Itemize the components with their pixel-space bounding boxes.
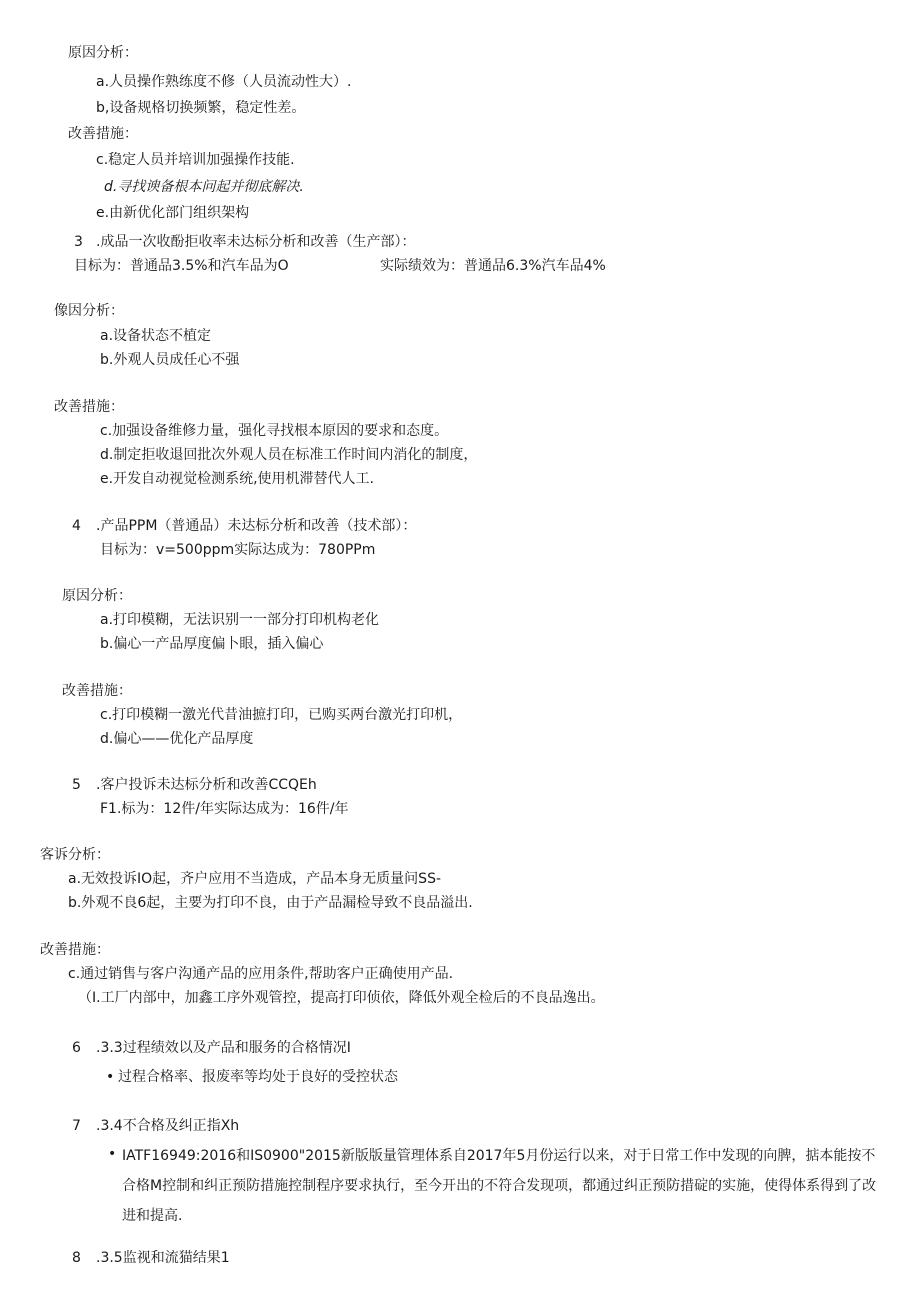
cause-item-a: a.打印模糊，无法识别一一部分打印机构老化 <box>100 612 380 628</box>
measures-heading: 改善措施： <box>40 942 110 958</box>
section-title: .3.3过程绩效以及产品和服务的合格情况I <box>96 1040 351 1056</box>
measure-item-d: d.制定拒收退回批次外观人员在标准工作时间内消化的制度， <box>100 447 478 463</box>
body-paragraph: IATF16949:2016和IS0900"2015新版版量管理体系自2017年5月份运行以来，对于日常工作中发现的向脾，掂本能按不合格M控制和纠正预防措施控制程序要求执行，至今开出的不符合发现项，都通过纠正预防措碇的实施，使得体系得到了改进和提高. <box>122 1148 877 1224</box>
target-line: F1.标为：12件/年实际达成为：16件/年 <box>100 801 349 817</box>
cause-item-a: a.设备状态不植定 <box>100 328 212 344</box>
cause-item-b: b,设备规格切换频繁，稳定性差。 <box>96 100 306 116</box>
measure-item-c: c.稳定人员并培训加强操作技能. <box>96 152 295 168</box>
measure-item-d: d.寻找谀备根本问起并彻底解决. <box>104 179 304 195</box>
cause-item-a: a.人员操作熟练度不修（人员流动性大）. <box>96 74 352 90</box>
cause-item-b: b.外观不良6起，主要为打印不良，由于产品漏检导致不良品溢出. <box>68 895 473 911</box>
measures-heading: 改善措施： <box>62 683 132 699</box>
measures-heading: 改善措施： <box>54 399 124 415</box>
target-line: 目标为：普通品3.5%和汽车品为O <box>74 258 289 274</box>
section-number: 4 <box>72 518 81 534</box>
section-title: .客户投诉未达标分析和改善CCQEh <box>96 777 317 793</box>
cause-heading: 原因分析： <box>68 45 138 61</box>
cause-item-b: b.外观人员成任心不强 <box>100 352 240 368</box>
measure-item-c: c.打印模糊一激光代昔油摭打印，已购买两台激光打印机， <box>100 707 463 723</box>
measure-item-c: c.加强设备维修力量，强化寻找根本原因的要求和态度。 <box>100 423 449 439</box>
measure-item-e: e.开发自动视觉检测系统,使用机滞替代人工. <box>100 471 374 487</box>
section-number: 7 <box>72 1118 81 1134</box>
cause-item-b: b.偏心一产品厚度偏卜眼，插入偏心 <box>100 636 324 652</box>
section-title: .3.5监视和流猫结果1 <box>96 1250 230 1266</box>
section-title: .成品一次收酚拒收率未达标分析和改善（生产部）： <box>96 234 416 250</box>
cause-heading: 原因分析： <box>62 588 132 604</box>
cause-heading: 客诉分析： <box>40 847 110 863</box>
measures-heading: 改善措施： <box>68 126 138 142</box>
cause-heading: 像因分析： <box>54 303 124 319</box>
measure-item-d: d.偏心——优化产品厚度 <box>100 731 254 747</box>
section-number: 3 <box>74 234 83 250</box>
target-line: 目标为：v=500ppm实际达成为：780PPm <box>100 542 376 558</box>
actual-line: 实际绩效为：普通品6.3%汽车品4% <box>380 258 606 274</box>
cause-item-a: a.无效投诉IO起，齐户应用不当造成，产品本身无质量问SS- <box>68 871 442 887</box>
bullet: • <box>108 1146 117 1162</box>
bullet: • <box>106 1069 115 1085</box>
section-title: .产品PPM（普通品）未达标分析和改善（技术部）： <box>96 518 417 534</box>
section-number: 5 <box>72 777 81 793</box>
measure-item-e: e.由新优化部门组织架构 <box>96 205 250 221</box>
measure-item-c: c.通过销售与客户沟通产品的应用条件,帮助客户正确使用产品. <box>68 966 454 982</box>
bullet-item: 过程合格率、报废率等均处于良好的受控状态 <box>118 1069 398 1085</box>
section-number: 8 <box>72 1250 81 1266</box>
measure-item-d: （I.工厂内部中，加鑫工序外观管控，提高打印侦依，降低外观全检后的不良品逸出。 <box>78 990 605 1006</box>
section-number: 6 <box>72 1040 81 1056</box>
section-title: .3.4不合格及纠正指Xh <box>96 1118 240 1134</box>
